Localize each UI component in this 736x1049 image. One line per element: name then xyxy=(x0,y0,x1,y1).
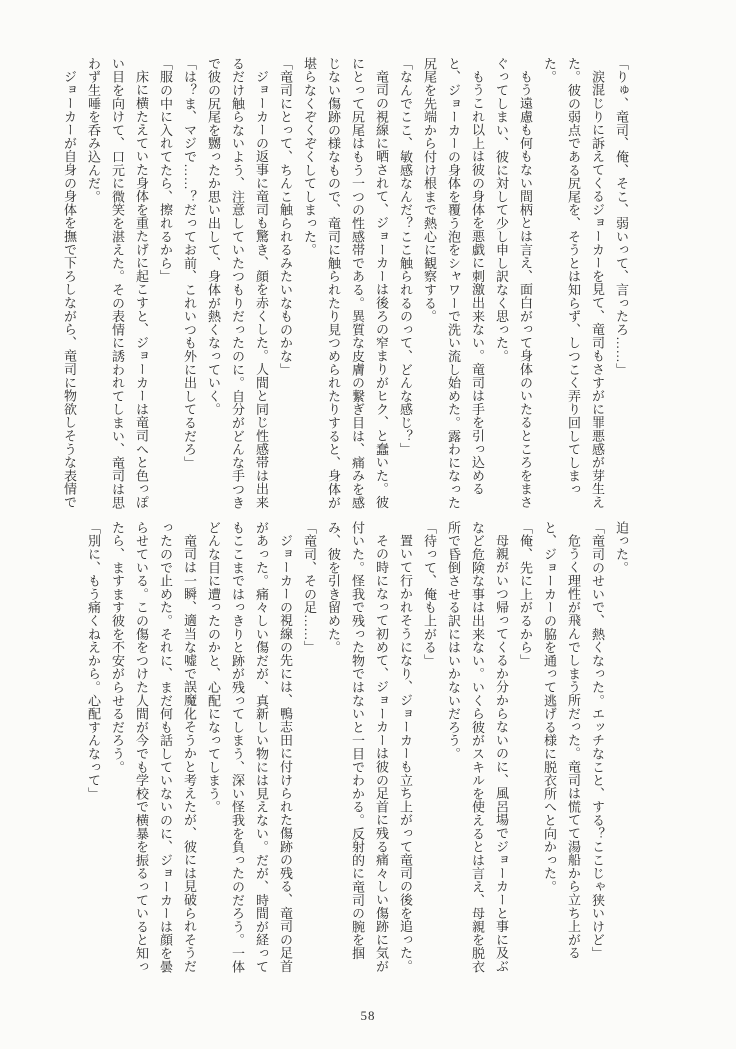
paragraph: 「は？ま、マジで……？だってお前、これいつも外に出してるだろ」 xyxy=(182,57,197,470)
paragraph: ジョーカーが自身の身体を撫で下ろしながら、竜司に物欲しそうな表情で xyxy=(62,70,77,509)
paragraph: 母親がいつ帰ってくるか分からないのに、風呂場でジョーカーと事に及ぶなど危険な事は出来ない。いくら彼がスキルを使えるとは言え、母親を脱衣所で昏倒させる訳にはいかないだろう。 xyxy=(446,521,509,974)
paragraph: 床に横たえていた身体を重たげに起こすと、ジョーカーは竜司へと色っぽい目を向けて、口元に微笑を湛えた。その表情に誘われてしまい、竜司は思わず生唾を呑み込んだ。 xyxy=(86,57,149,510)
paragraph: 「待って、俺も上がる」 xyxy=(422,521,437,668)
paragraph: もう遠慮も何もない間柄とは言え、面白がって身体のいたるところをまさぐってしまい、彼に対して少し申し訳なく思った。 xyxy=(494,57,533,509)
paragraph: 「別に、もう痛くねえから。心配すんなって」 xyxy=(86,521,101,801)
page-number: 58 xyxy=(360,1008,376,1023)
paragraph: 「竜司、その足……」 xyxy=(302,521,317,654)
paragraph: その時になって初めて、ジョーカーは彼の足首に残る痛々しい傷跡に気が付いた。怪我で残った物ではないと一目でわかる。反射的に竜司の腕を掴み、彼を引き留めた。 xyxy=(326,521,389,973)
lower-text-block xyxy=(81,521,633,977)
paragraph: 涙混じりに訴えてくるジョーカーを見て、竜司もさすがに罪悪感が芽生えた。彼の弱点である尻尾を、そうとは知らず、しつこく弄り回してしまった。 xyxy=(542,57,605,509)
paragraph: 危うく理性が飛んでしまう所だった。竜司は慌てて湯船から立ち上がると、ジョーカーの脇を通って逃げる様に脱衣所へと向かった。 xyxy=(542,521,581,960)
paragraph: 「服の中に入れてたら、擦れるから」 xyxy=(158,57,173,284)
paragraph: 竜司の視線に晒されて、ジョーカーは後ろの窄まりがヒク、と蠢いた。彼にとって尻尾はもう一つの性感帯である。異質な皮膚の繋ぎ目は、痛みを感じない傷跡の様なもので、竜司に触られたり見つめられたりすると、身体が堪らなくぞくぞくしてしまった。 xyxy=(302,57,389,510)
paragraph: ジョーカーの視線の先には、鴨志田に付けられた傷跡の残る、竜司の足首があった。痛々しい傷だが、真新しい物には見えない。だが、時間が経ってもここまではっきりと跡が残ってしまう、深い怪我を負ったのだろう。一体どんな目に遭ったのかと、心配になってしまう。 xyxy=(206,521,293,974)
paragraph: もうこれ以上は彼の身体を悪戯に刺激出来ない。竜司は手を引っ込めると、ジョーカーの身体を覆う泡をシャワーで洗い流し始めた。露わになった尻尾を先端から付け根まで熱心に観察する。 xyxy=(422,57,485,510)
paragraph: 「竜司のせいで、熱くなった。エッチなこと、する？ここじゃ狭いけど」 xyxy=(590,521,605,960)
paragraph: 置いて行かれそうになり、ジョーカーも立ち上がって竜司の後を追った。 xyxy=(398,534,413,973)
paragraph: 「俺、先に上がるから」 xyxy=(518,521,533,668)
paragraph: ジョーカーの返事に竜司も驚き、顔を赤くした。人間と同じ性感帯は出来るだけ触らないよう、注意していたつもりだったのに。自分がどんな手つきで彼の尻尾を嬲ったか思い出して、身体が熱くなっていく。 xyxy=(206,57,269,510)
paragraph: 「なんでここ、敏感なんだ？ここ触られるのって、どんな感じ？」 xyxy=(398,57,413,456)
upper-text-block xyxy=(57,57,633,510)
paragraph: 迫った。 xyxy=(614,521,629,575)
paragraph: 竜司は一瞬、適当な嘘で誤魔化そうかと考えたが、彼には見破られそうだったので止めた。それに、まだ何も話していないのに、ジョーカーは顔を曇らせている。この傷をつけた人間が今でも学校で横暴を振るっていると知ったら、ますます彼を不安がらせるだろう。 xyxy=(110,521,197,974)
paragraph: 「りゅ、竜司、俺、そこ、弱いって、言ったろ……」 xyxy=(614,57,629,377)
paragraph: 「竜司にとって、ちんこ触られるみたいなものかな」 xyxy=(278,57,293,377)
